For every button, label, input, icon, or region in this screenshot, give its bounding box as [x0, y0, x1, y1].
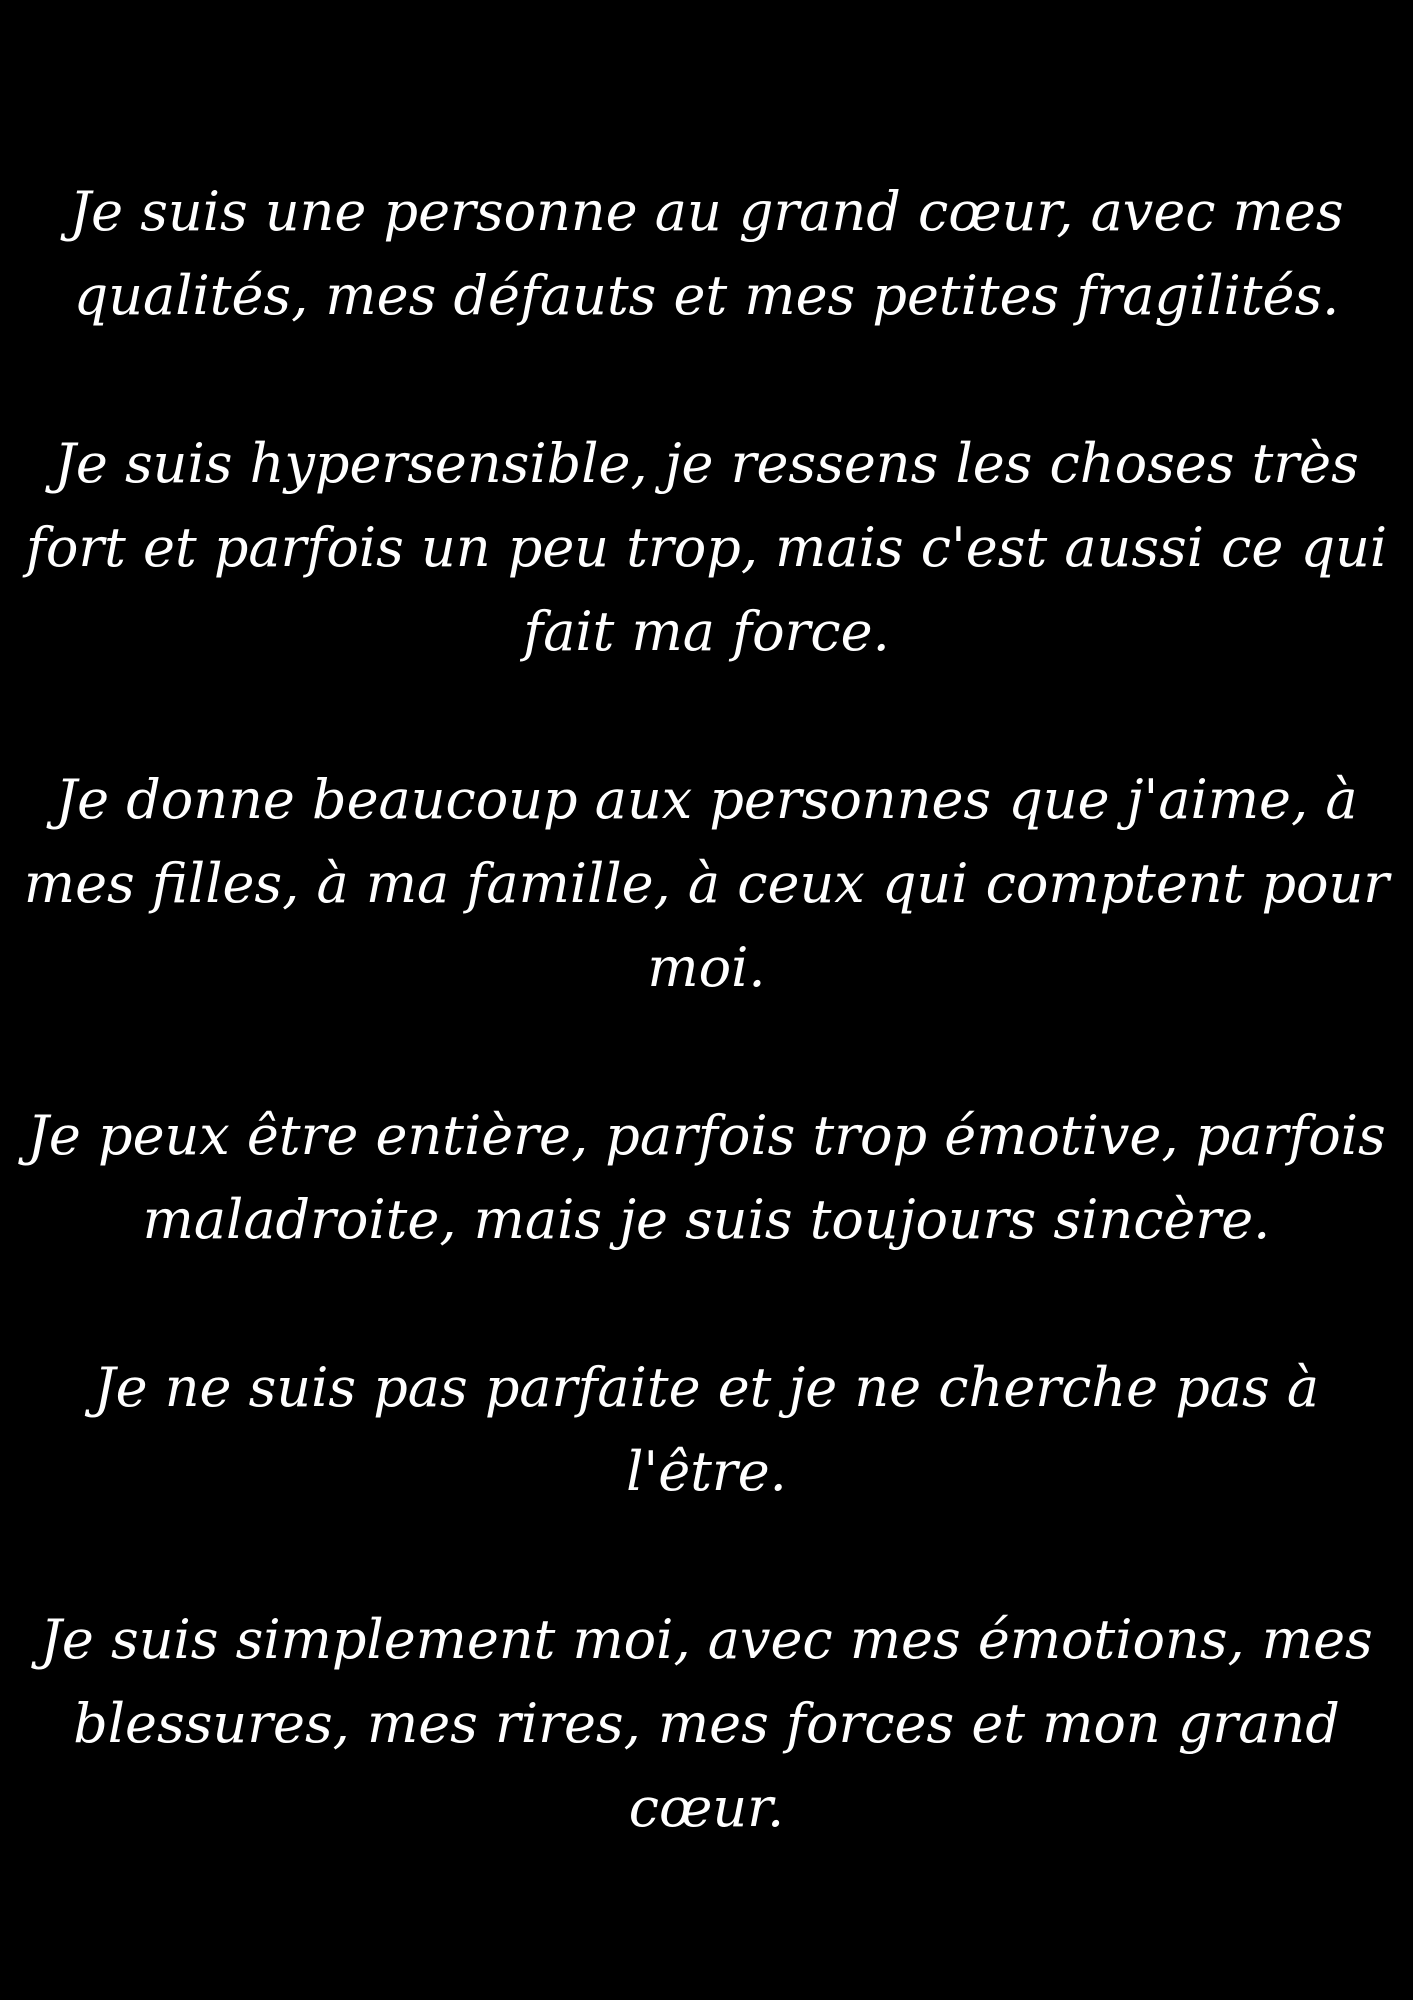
paragraph-1: Je suis une personne au grand cœur, avec mes qualités, mes défauts et mes petites fragilités.: [69, 180, 1344, 327]
paragraph-6: Je suis simplement moi, avec mes émotions, mes blessures, mes rires, mes forces et mon grand cœur.: [40, 1608, 1373, 1839]
paragraph-2: Je suis hypersensible, je ressens les choses très fort et parfois un peu trop, mais c'est aussi ce qui fait ma force.: [25, 432, 1388, 663]
paragraph-3: Je donne beaucoup aux personnes que j'aime, à mes filles, à ma famille, à ceux qui comptent pour moi.: [23, 768, 1390, 999]
quote-text: [0, 170, 1413, 1850]
paragraph-5: Je ne suis pas parfaite et je ne cherche pas à l'être.: [93, 1356, 1320, 1503]
paragraph-4: Je peux être entière, parfois trop émotive, parfois maladroite, mais je suis toujours sincère.: [27, 1104, 1386, 1251]
